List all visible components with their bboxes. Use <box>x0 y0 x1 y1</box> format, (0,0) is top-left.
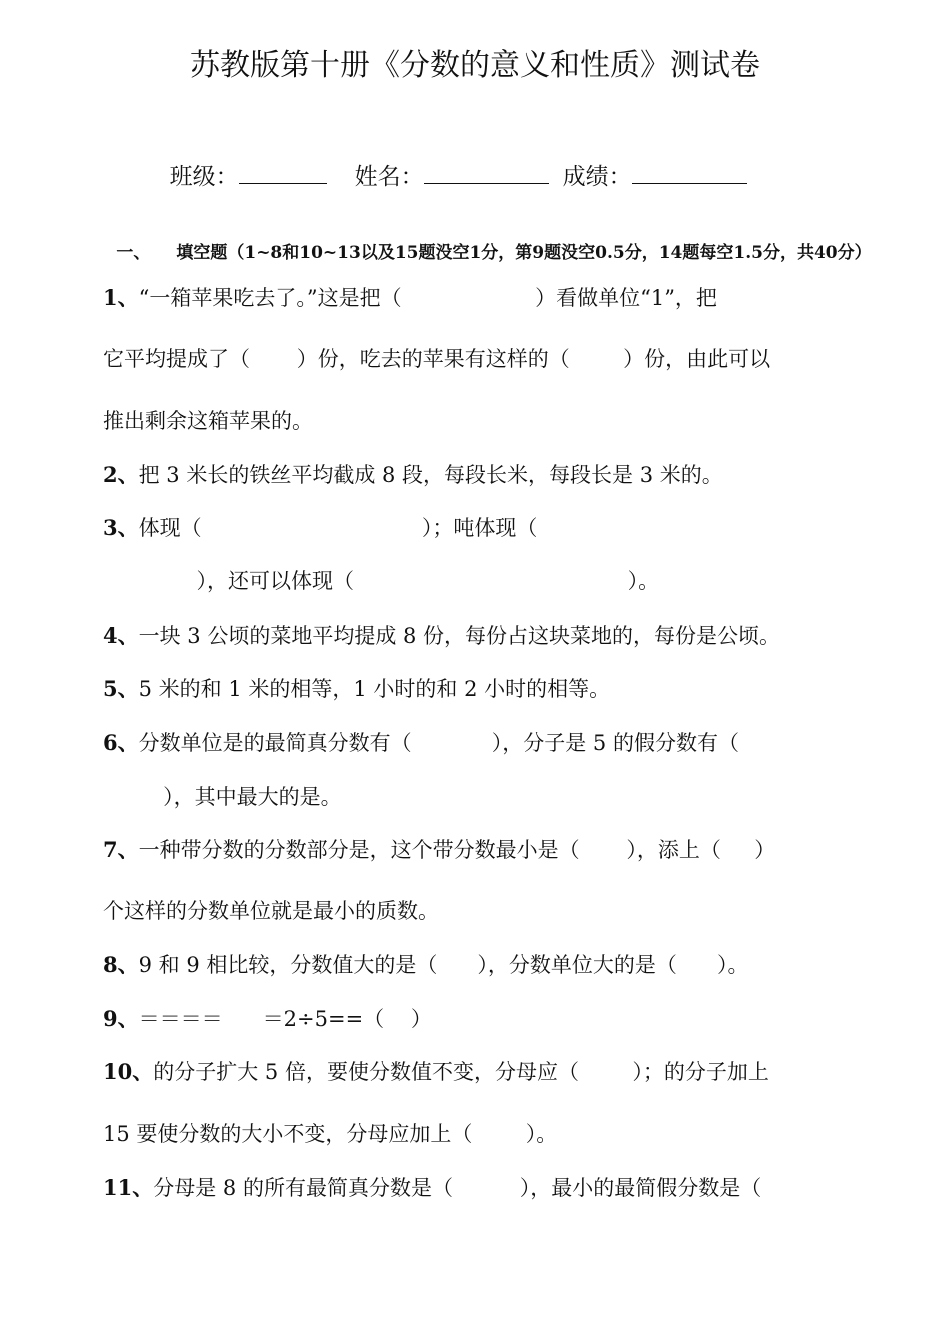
score-blank <box>632 161 747 184</box>
page-title: 苏教版第十册《分数的意义和性质》测试卷 <box>190 48 760 83</box>
student-info-row <box>155 131 747 192</box>
question-3-line-2: ），还可以体现（ ）。 <box>103 569 660 593</box>
question-6: 6、分数单位是的最简真分数有（ ），分子是 5 的假分数有（ <box>103 730 739 755</box>
section-title: 填空题（1~8和10~13以及15题没空1分，第9题没空0.5分，14题每空1.5分，共40分） <box>176 243 872 263</box>
question-2: 2、把 3 米长的铁丝平均截成 8 段，每段长米，每段长是 3 米的。 <box>103 462 723 487</box>
section-marker: 一、 <box>116 243 151 263</box>
question-10: 10、的分子扩大 5 倍，要使分数值不变，分母应（ ）；的分子加上 <box>103 1059 769 1084</box>
class-label: 班级： <box>169 164 239 190</box>
question-11: 11、分母是 8 的所有最简真分数是（ ），最小的最简假分数是（ <box>103 1175 762 1200</box>
name-label: 姓名： <box>354 164 424 190</box>
question-7: 7、一种带分数的分数部分是，这个带分数最小是（ ），添上（ ） <box>103 837 776 862</box>
question-1-line-2: 它平均提成了（ ）份，吃去的苹果有这样的（ ）份，由此可以 <box>103 347 771 371</box>
section-heading <box>103 206 872 268</box>
question-7-line-2: 个这样的分数单位就是最小的质数。 <box>103 899 439 923</box>
question-1-line-3: 推出剩余这箱苹果的。 <box>103 409 313 433</box>
question-8: 8、9 和 9 相比较，分数值大的是（ ），分数单位大的是（ ）。 <box>103 952 749 977</box>
class-blank <box>239 161 327 184</box>
question-3: 3、体现（ ）；吨体现（ <box>103 515 538 540</box>
question-6-line-2: ），其中最大的是。 <box>103 785 342 809</box>
score-label: 成绩： <box>562 164 632 190</box>
question-1: 1、“一箱苹果吃去了。”这是把（ ）看做单位“1”，把 <box>103 285 717 310</box>
name-blank <box>424 161 549 184</box>
question-4: 4、一块 3 公顷的菜地平均提成 8 份，每份占这块菜地的，每份是公顷。 <box>103 623 781 648</box>
question-9: 9、＝＝＝＝ ＝2÷5==（ ） <box>103 1006 432 1031</box>
question-10-line-2: 15 要使分数的大小不变，分母应加上（ ）。 <box>103 1122 558 1146</box>
question-5: 5、5 米的和 1 米的相等，1 小时的和 2 小时的相等。 <box>103 676 611 701</box>
